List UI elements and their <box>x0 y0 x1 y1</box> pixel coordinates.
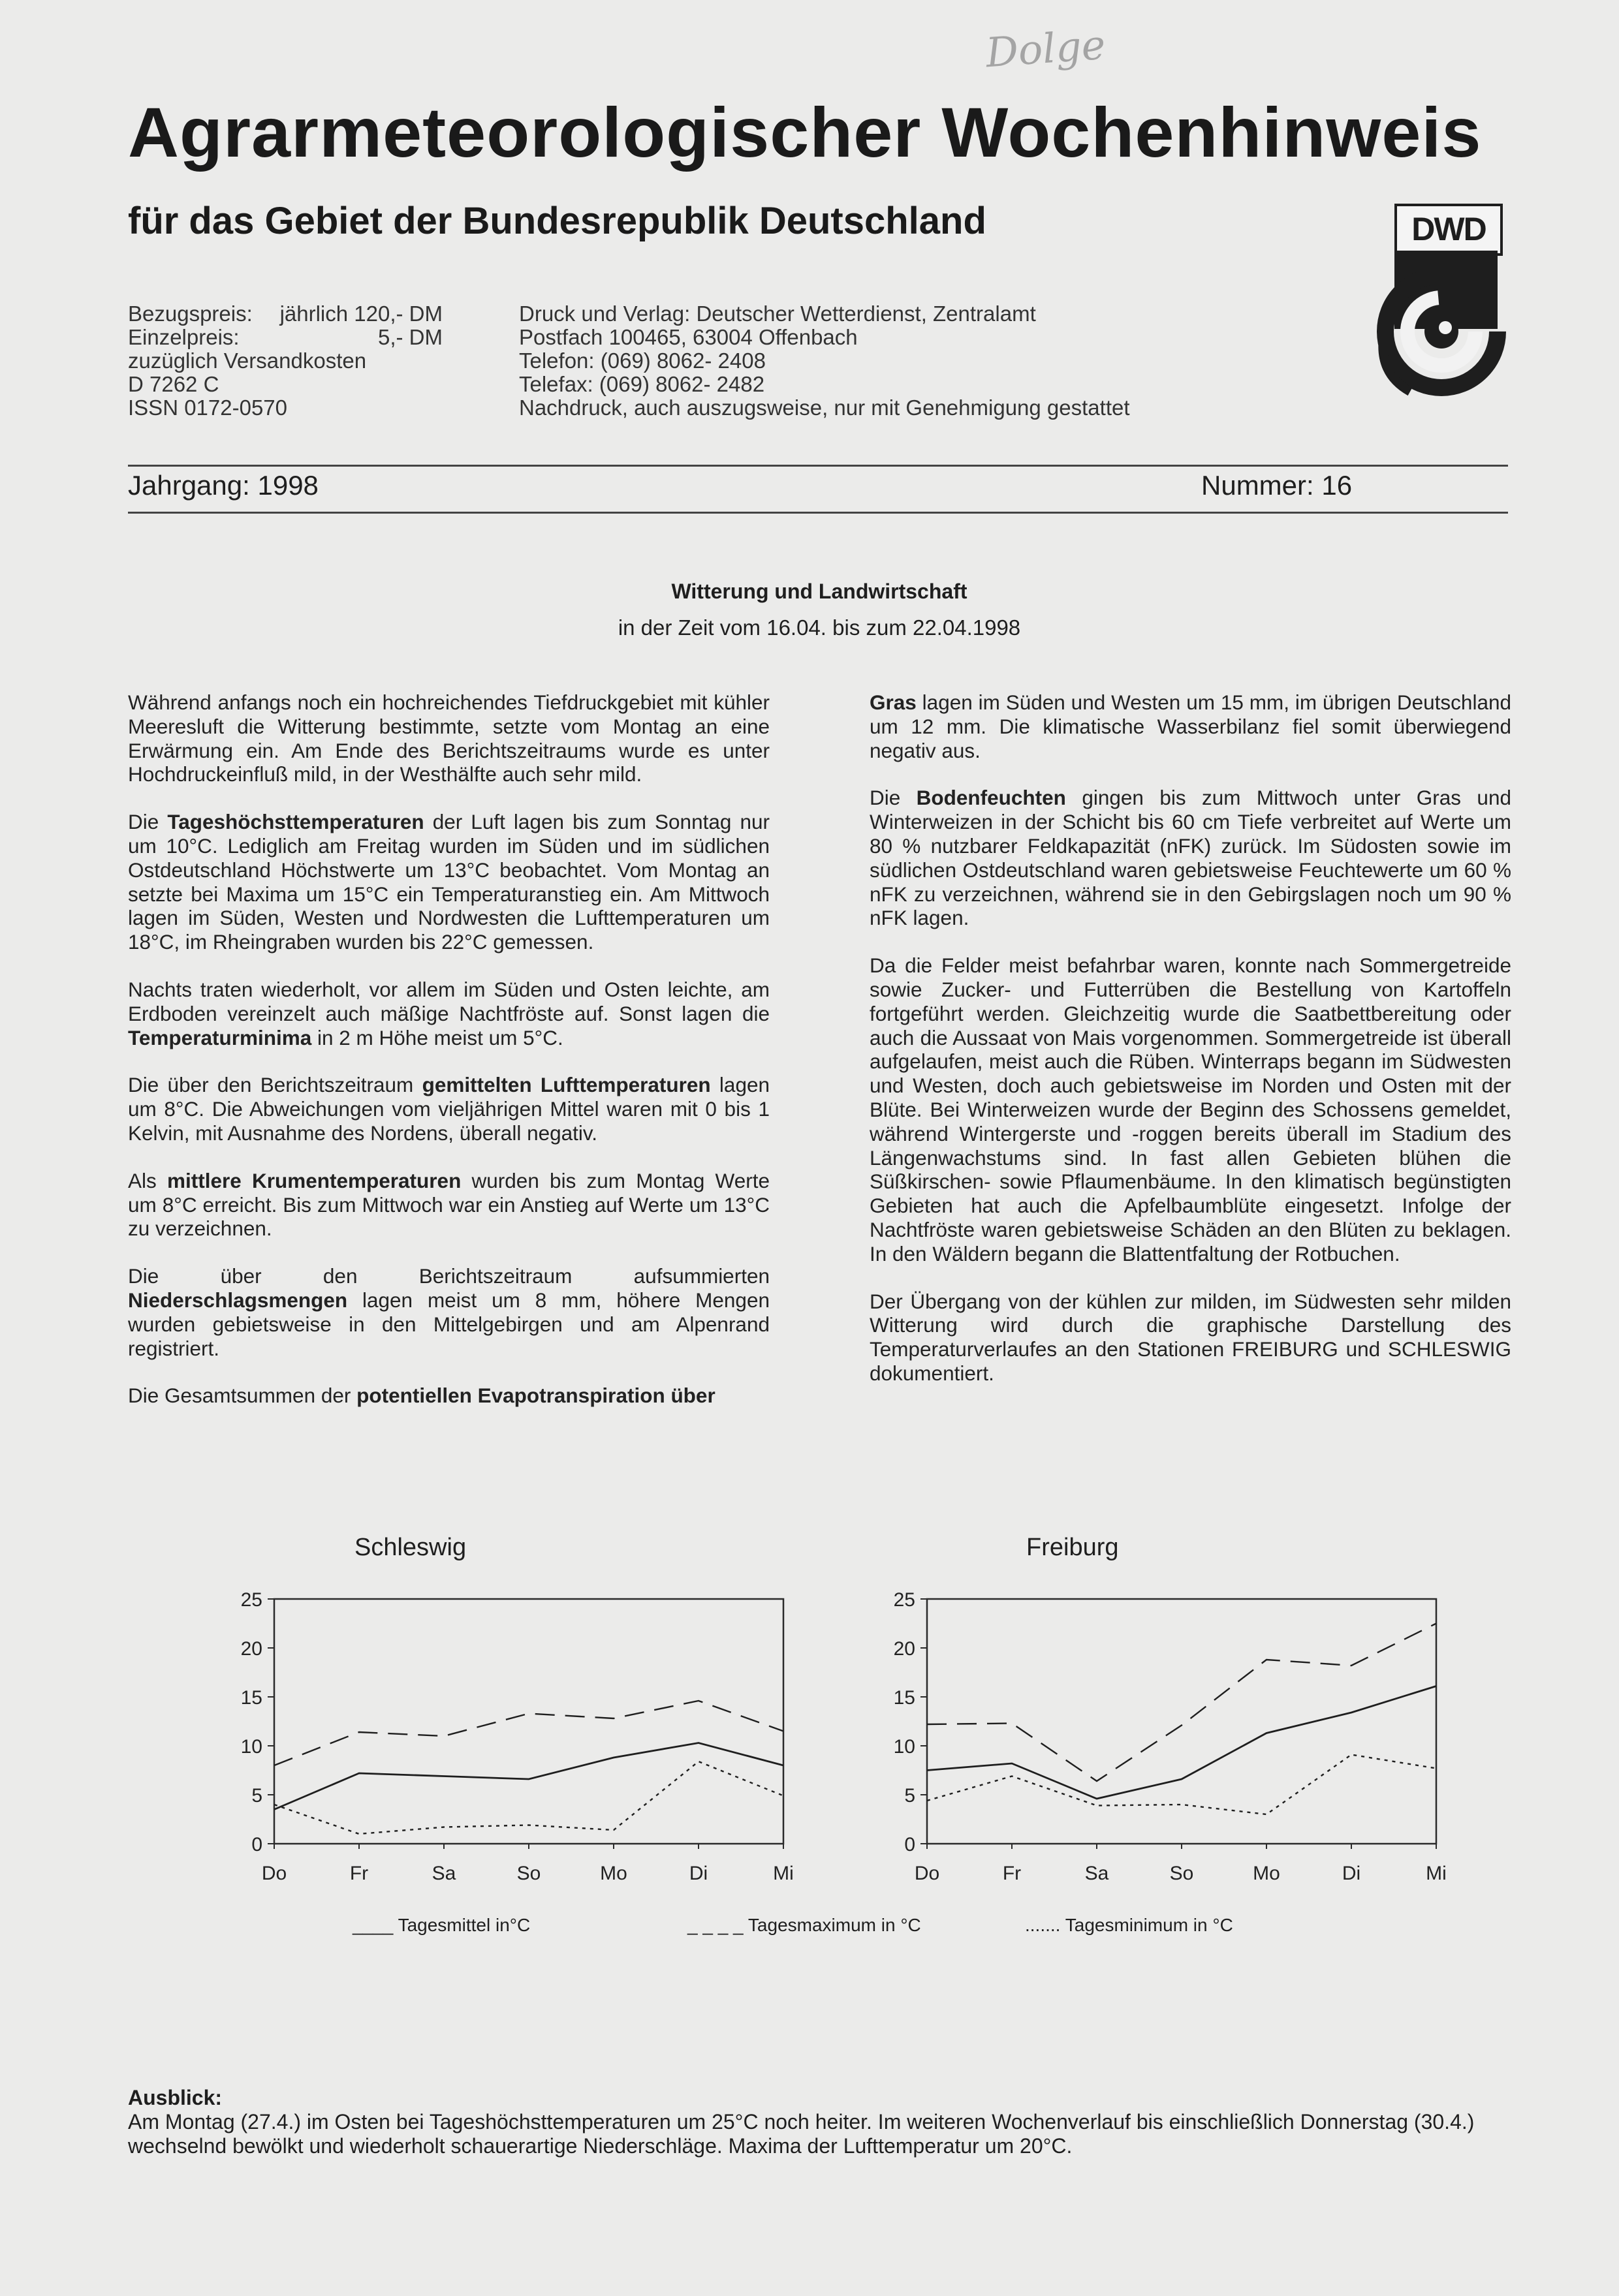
paragraph: Die über den Berichtszeitraum aufsummierten Niederschlagsmengen lagen meist um 8 mm, höhere Mengen wurden gebietsweise in den Mittelgebirgen und am Alpenrand registriert. <box>128 1264 770 1360</box>
outlook <box>128 2086 1518 2158</box>
plot-frame <box>927 1599 1436 1844</box>
y-tick-label: 20 <box>893 1638 915 1660</box>
postal-code: D 7262 C <box>128 372 219 396</box>
x-tick-label: So <box>1169 1863 1194 1884</box>
price-annual-value: jährlich 120,- DM <box>279 302 443 326</box>
x-tick-label: Mo <box>600 1863 627 1884</box>
x-tick-label: Sa <box>1084 1863 1109 1884</box>
divider-bottom <box>128 512 1508 514</box>
paragraph: Als mittlere Krumentemperaturen wurden bis zum Montag Werte um 8°C erreicht. Bis zum Mittwoch war ein Anstieg auf Werte um 13°C zu verzeichnen. <box>128 1168 770 1241</box>
paragraph: Nachts traten wiederholt, vor allem im Süden und Osten leichte, am Erdboden vereinzelt auch mäßige Nachtfröste auf. Sonst lagen die Temperaturminima in 2 m Höhe meist um 5°C. <box>128 977 770 1049</box>
legend-min-mark: ....... <box>1025 1915 1061 1935</box>
publisher-line: Telefax: (069) 8062- 2482 <box>519 372 765 396</box>
section-title: Witterung und Landwirtschaft <box>671 580 967 603</box>
y-tick-label: 5 <box>251 1785 262 1807</box>
paragraph: Die Tageshöchsttemperaturen der Luft lagen bis zum Sonntag nur um 10°C. Lediglich am Freitag wurden im Süden und im südlichen Ostdeutschland Höchstwerte um 13°C beobachtet. Vom Montag an setzte bei Maxima um 15°C ein Temperaturanstieg ein. Am Mittwoch lagen im Süden, Westen und Nordwesten die Lufttemperaturen um 18°C, im Rheingraben wurden bis 22°C gemessen. <box>128 810 770 954</box>
x-tick-label: Di <box>689 1863 708 1884</box>
y-tick-label: 0 <box>251 1834 262 1855</box>
pricing-block <box>128 302 443 420</box>
y-tick-label: 15 <box>240 1687 262 1709</box>
y-tick-label: 25 <box>893 1589 915 1611</box>
dwd-logo-text: DWD <box>1394 204 1503 256</box>
price-single-value: 5,- DM <box>378 325 443 349</box>
paragraph: Der Übergang von der kühlen zur milden, im Südwesten sehr milden Witterung wird durch die graphische Darstellung des Temperaturverlaufes an den Stationen FREIBURG und SCHLESWIG dokumentiert. <box>870 1289 1511 1385</box>
series-line-dashed <box>274 1701 783 1765</box>
x-tick-label: Fr <box>1002 1863 1022 1884</box>
issue-number: Nummer: 16 <box>1201 470 1353 501</box>
legend-min <box>1025 1915 1233 1936</box>
series-line-dotted <box>274 1761 783 1834</box>
legend-min-label: Tagesminimum in °C <box>1065 1915 1233 1935</box>
outlook-text: Am Montag (27.4.) im Osten bei Tageshöchsttemperaturen um 25°C noch heiter. Im weiteren Wochenverlauf bis einschließlich Donnerstag (30.4.) wechselnd bewölkt und wiederholt schauerartige Niederschläge. Maxima der Lufttemperatur um 20°C. <box>128 2110 1475 2158</box>
y-tick-label: 15 <box>893 1687 915 1709</box>
publisher-line: Druck und Verlag: Deutscher Wetterdienst, Zentralamt <box>519 302 1036 326</box>
publisher-line: Postfach 100465, 63004 Offenbach <box>519 325 858 349</box>
paragraph: Während anfangs noch ein hochreichendes Tiefdruckgebiet mit kühler Meeresluft die Witterung bestimmte, setzte vom Montag an eine Erwärmung ein. Am Ende des Berichtszeitraums wurde es unter Hochdruckeinfluß mild, in der Westhälfte auch sehr mild. <box>128 690 770 786</box>
publisher-line: Telefon: (069) 8062- 2408 <box>519 349 766 373</box>
outlook-heading: Ausblick: <box>128 2086 223 2109</box>
price-single-label: Einzelpreis: <box>128 325 240 349</box>
handwritten-note: Dolge <box>984 20 1107 77</box>
y-tick-label: 10 <box>240 1736 262 1758</box>
x-tick-label: Di <box>1342 1863 1361 1884</box>
dwd-logo <box>1364 204 1515 399</box>
x-tick-label: Mi <box>773 1863 794 1884</box>
series-line-dashed <box>927 1624 1436 1782</box>
x-tick-label: Mo <box>1253 1863 1280 1884</box>
publisher-line: Nachdruck, auch auszugsweise, nur mit Genehmigung gestattet <box>519 396 1130 420</box>
x-tick-label: Do <box>914 1863 940 1884</box>
y-tick-label: 10 <box>893 1736 915 1758</box>
newsletter-subtitle: für das Gebiet der Bundesrepublik Deutschland <box>128 200 986 242</box>
x-tick-label: Do <box>261 1863 287 1884</box>
legend-max-label: Tagesmaximum in °C <box>747 1915 921 1935</box>
divider-top <box>128 465 1508 467</box>
legend-mean-label: Tagesmittel in°C <box>398 1915 531 1935</box>
paragraph: Gras lagen im Süden und Westen um 15 mm, im übrigen Deutschland um 12 mm. Die klimatische Wasserbilanz fiel somit überwiegend negativ aus. <box>870 690 1511 762</box>
issn: ISSN 0172-0570 <box>128 396 288 420</box>
x-tick-label: Fr <box>349 1863 369 1884</box>
dwd-spiral-icon <box>1364 204 1515 399</box>
paragraph: Da die Felder meist befahrbar waren, konnte nach Sommergetreide sowie Zucker- und Futterrüben die Bestellung von Kartoffeln fortgeführt werden. Gleichzeitig wurde die Saatbettbereitung oder auch die Aussaat von Mais vorgenommen. Sommergetreide ist überall aufgelaufen, meist auch die Rüben. Winterraps begann im Südwesten und Westen, doch auch gebietsweise im Norden und Osten mit der Blüte. Bei Winterweizen wurde der Beginn des Schossens gemeldet, während Wintergerste und -roggen bereits überall im Stadium des Längenwachstums sind. In fast allen Gebieten blühen die Süßkirschen- sowie Pflaumenbäume. In den klimatisch begünstigten Gebieten hat auch die Apfelbaumblüte eingesetzt. Infolge der Nachtfröste waren gebietsweise Schäden an den Blüten zu beklagen. In den Wäldern begann die Blattentfaltung der Rotbuchen. <box>870 954 1511 1265</box>
legend-mean <box>353 1915 530 1936</box>
chart-freiburg <box>875 1579 1462 1893</box>
y-tick-label: 25 <box>240 1589 262 1611</box>
left-column <box>128 690 770 1431</box>
paragraph: Die Gesamtsummen der potentiellen Evapotranspiration über <box>128 1384 715 1408</box>
publisher-block <box>519 302 1130 420</box>
y-tick-label: 20 <box>240 1638 262 1660</box>
paragraph: Die über den Berichtszeitraum gemittelten Lufttemperaturen lagen um 8°C. Die Abweichungen vom vieljährigen Mittel waren mit 0 bis 1 Kelvin, mit Ausnahme des Nordens, überall negativ. <box>128 1073 770 1145</box>
x-tick-label: Mi <box>1426 1863 1447 1884</box>
newsletter-title: Agrarmeteorologischer Wochenhinweis <box>128 93 1482 172</box>
shipping-note: zuzüglich Versandkosten <box>128 349 367 373</box>
section-date-range: in der Zeit vom 16.04. bis zum 22.04.1998 <box>618 615 1021 640</box>
paragraph: Die Bodenfeuchten gingen bis zum Mittwoch unter Gras und Winterweizen in der Schicht bis 60 cm Tiefe verbreitet auf Werte um 80 % nutzbarer Feldkapazität (nFK) zurück. Im Südosten sowie im südlichen Ostdeutschland waren gebietsweise Feuchtewerte um 60 % nFK zu verzeichnen, während sie in den Gebirgslagen noch um 90 % nFK lagen. <box>870 786 1511 930</box>
plot-frame <box>274 1599 783 1844</box>
legend-mean-mark: ____ <box>353 1915 394 1935</box>
series-line-solid <box>927 1686 1436 1799</box>
price-annual-label: Bezugspreis: <box>128 302 253 326</box>
issue-year: Jahrgang: 1998 <box>128 470 319 501</box>
chart-title-schleswig: Schleswig <box>354 1534 467 1561</box>
y-tick-label: 5 <box>904 1785 915 1807</box>
legend-max-mark: _ _ _ _ <box>687 1915 744 1935</box>
x-tick-label: So <box>516 1863 541 1884</box>
legend-max <box>687 1915 921 1936</box>
series-line-solid <box>274 1743 783 1810</box>
x-tick-label: Sa <box>432 1863 456 1884</box>
y-tick-label: 0 <box>904 1834 915 1855</box>
right-column <box>870 690 1511 1409</box>
chart-title-freiburg: Freiburg <box>1026 1534 1119 1561</box>
chart-schleswig <box>222 1579 810 1893</box>
